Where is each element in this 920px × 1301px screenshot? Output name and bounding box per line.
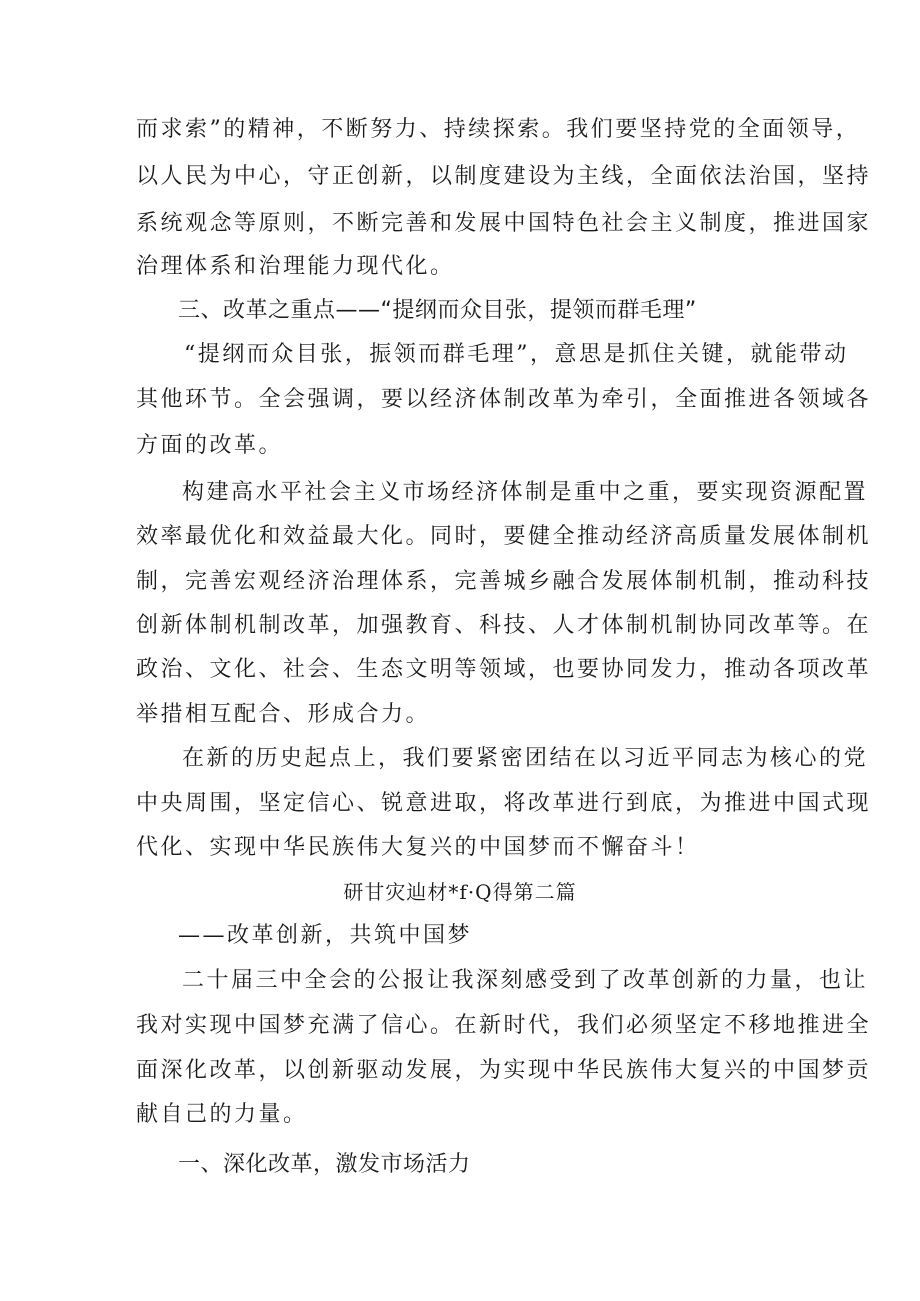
paragraph-line: 以人民为中心，守正创新，以制度建设为主线，全面依法治国，坚持 [136, 164, 872, 189]
document-title: 研甘灾辿材*f·Q得第二篇 [343, 880, 577, 904]
paragraph-line: 其他环节。全会强调，要以经济体制改革为牵引，全面推进各领域各 [136, 387, 872, 412]
paragraph-line: 代化、实现中华民族伟大复兴的中国梦而不懈奋斗！ [136, 835, 700, 860]
paragraph-line: 方面的改革。 [136, 433, 284, 458]
paragraph-line: 而求索”的精神，不断努力、持续探索。我们要坚持党的全面领导， [136, 117, 861, 142]
paragraph-line: 在新的历史起点上，我们要紧密团结在以习近平同志为核心的党 [182, 746, 869, 771]
paragraph-line: 面深化改革，以创新驱动发展，为实现中华民族伟大复兴的中国梦贡 [136, 1058, 872, 1083]
paragraph-line: 效率最优化和效益最大化。同时，要健全推动经济高质量发展体制机 [136, 524, 872, 549]
paragraph-line: 献自己的力量。 [136, 1102, 308, 1127]
paragraph-line: 政治、文化、社会、生态文明等领域，也要协同发力，推动各项改革 [136, 657, 872, 682]
paragraph-line: 我对实现中国梦充满了信心。在新时代，我们必须坚定不移地推进全 [136, 1013, 872, 1038]
paragraph-line: 制，完善宏观经济治理体系，完善城乡融合发展体制机制，推动科技 [136, 569, 872, 594]
paragraph-line: 中央周围，坚定信心、锐意进取，将改革进行到底，为推进中国式现 [136, 791, 872, 816]
section-heading: 三、改革之重点——“提纲而众目张，提领而群毛理” [178, 298, 697, 323]
paragraph-line: 治理体系和治理能力现代化。 [136, 254, 455, 279]
paragraph-line: 构建高水平社会主义市场经济体制是重中之重，要实现资源配置 [182, 480, 869, 505]
paragraph-line: 系统观念等原则，不断完善和发展中国特色社会主义制度，推进国家 [136, 211, 872, 236]
section-heading: 一、深化改革，激发市场活力 [178, 1152, 471, 1177]
paragraph-line: 创新体制机制改革，加强教育、科技、人才体制机制协同改革等。在 [136, 613, 872, 638]
paragraph-line: 举措相互配合、形成合力。 [136, 702, 431, 727]
paragraph-line: 二十届三中全会的公报让我深刻感受到了改革创新的力量，也让 [182, 968, 869, 993]
paragraph-line: “提纲而众目张，振领而群毛理”，意思是抓住关键，就能带动 [184, 342, 849, 367]
document-subtitle: ——改革创新，共筑中国梦 [178, 923, 473, 948]
